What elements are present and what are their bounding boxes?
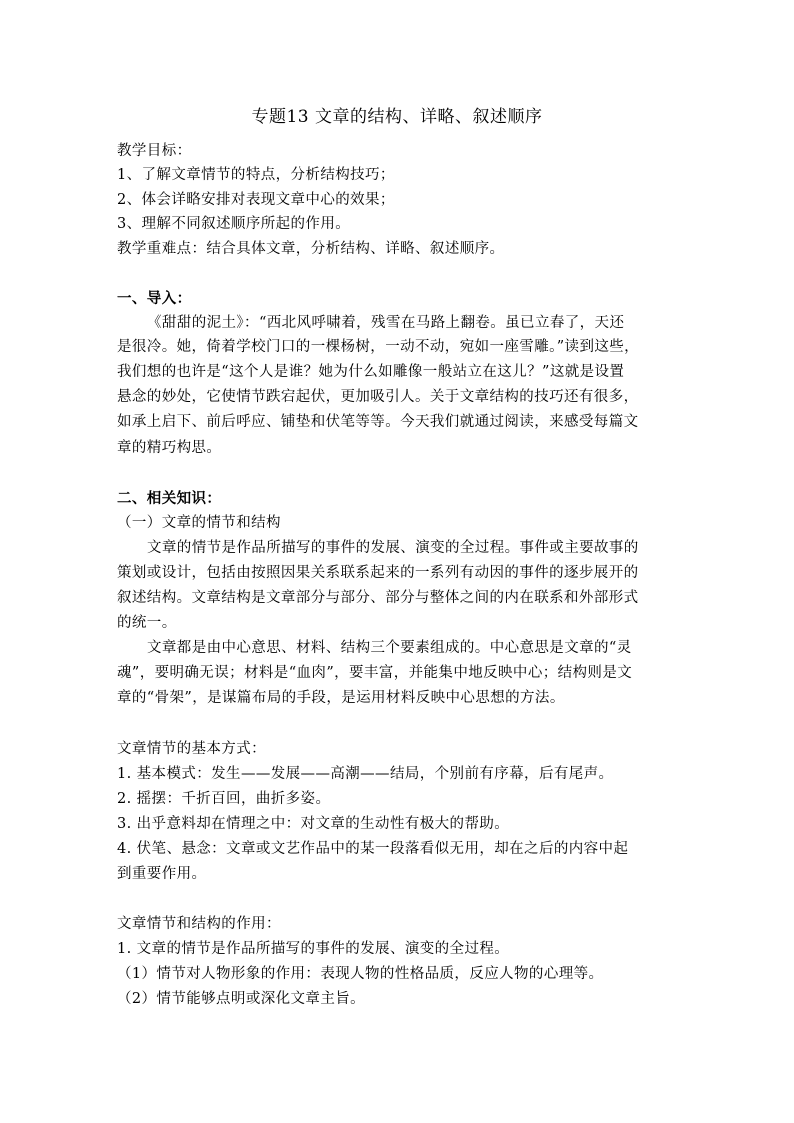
text-line: 《甜甜的泥土》：“西北风呼啸着，残雪在马路上翻卷。虽已立春了，天还 <box>147 315 625 331</box>
text-line: 1. 基本模式：发生——发展——高潮——结局，个别前有序幕，后有尾声。 <box>117 766 614 782</box>
text-line: （2）情节能够点明或深化文章主旨。 <box>117 991 366 1007</box>
text-line: 教学目标： <box>117 143 192 159</box>
text-line: 叙述结构。文章结构是文章部分与部分、部分与整体之间的内在联系和外部形式 <box>117 590 639 606</box>
text-line: 如承上启下、前后呼应、铺垫和伏笔等等。今天我们就通过阅读，来感受每篇文 <box>117 414 639 430</box>
text-line: 3、理解不同叙述顺序所起的作用。 <box>117 216 351 232</box>
text-line: 的统一。 <box>117 615 177 631</box>
text-line: 文章的情节是作品所描写的事件的发展、演变的全过程。事件或主要故事的 <box>147 540 639 556</box>
document-title: 专题13 文章的结构、详略、叙述顺序 <box>251 107 543 127</box>
text-line: 2、体会详略安排对表现文章中心的效果； <box>117 192 395 208</box>
text-line: 3. 出乎意料却在情理之中：对文章的生动性有极大的帮助。 <box>117 816 510 832</box>
text-line: 1. 文章的情节是作品所描写的事件的发展、演变的全过程。 <box>117 941 510 957</box>
text-line: （1）情节对人物形象的作用：表现人物的性格品质，反应人物的心理等。 <box>117 966 604 982</box>
text-line: 魂”，要明确无误；材料是“血肉”，要丰富，并能集中地反映中心；结构则是文 <box>117 665 633 681</box>
text-line: 文章情节的基本方式： <box>117 741 266 757</box>
section-heading: 二、相关知识： <box>117 490 222 507</box>
text-line: 教学重难点：结合具体文章，分析结构、详略、叙述顺序。 <box>117 241 505 257</box>
subsection-heading: （一）文章的情节和结构 <box>117 515 281 531</box>
text-line: 到重要作用。 <box>117 866 207 882</box>
text-line: 是很冷。她，倚着学校门口的一棵杨树，一动不动，宛如一座雪雕。”读到这些， <box>117 339 640 355</box>
text-line: 1、了解文章情节的特点，分析结构技巧； <box>117 167 395 183</box>
text-line: 4. 伏笔、悬念：文章或文艺作品中的某一段落看似无用，却在之后的内容中起 <box>117 841 629 857</box>
text-line: 2. 摇摆：千折百回，曲折多姿。 <box>117 791 331 807</box>
text-line: 悬念的妙处，它使情节跌宕起伏，更加吸引人。关于文章结构的技巧还有很多， <box>117 389 639 405</box>
text-line: 策划或设计，包括由按照因果关系联系起来的一系列有动因的事件的逐步展开的 <box>117 565 639 581</box>
text-line: 文章情节和结构的作用： <box>117 916 281 932</box>
text-line: 文章都是由中心意思、材料、结构三个要素组成的。中心意思是文章的“灵 <box>147 640 632 656</box>
text-line: 章的“骨架”，是谋篇布局的手段，是运用材料反映中心思想的方法。 <box>117 690 565 706</box>
section-heading: 一、导入： <box>117 290 192 307</box>
text-line: 我们想的也许是“这个人是谁？她为什么如雕像一般站立在这儿？”这就是设置 <box>117 364 625 380</box>
text-line: 章的精巧构思。 <box>117 440 222 456</box>
